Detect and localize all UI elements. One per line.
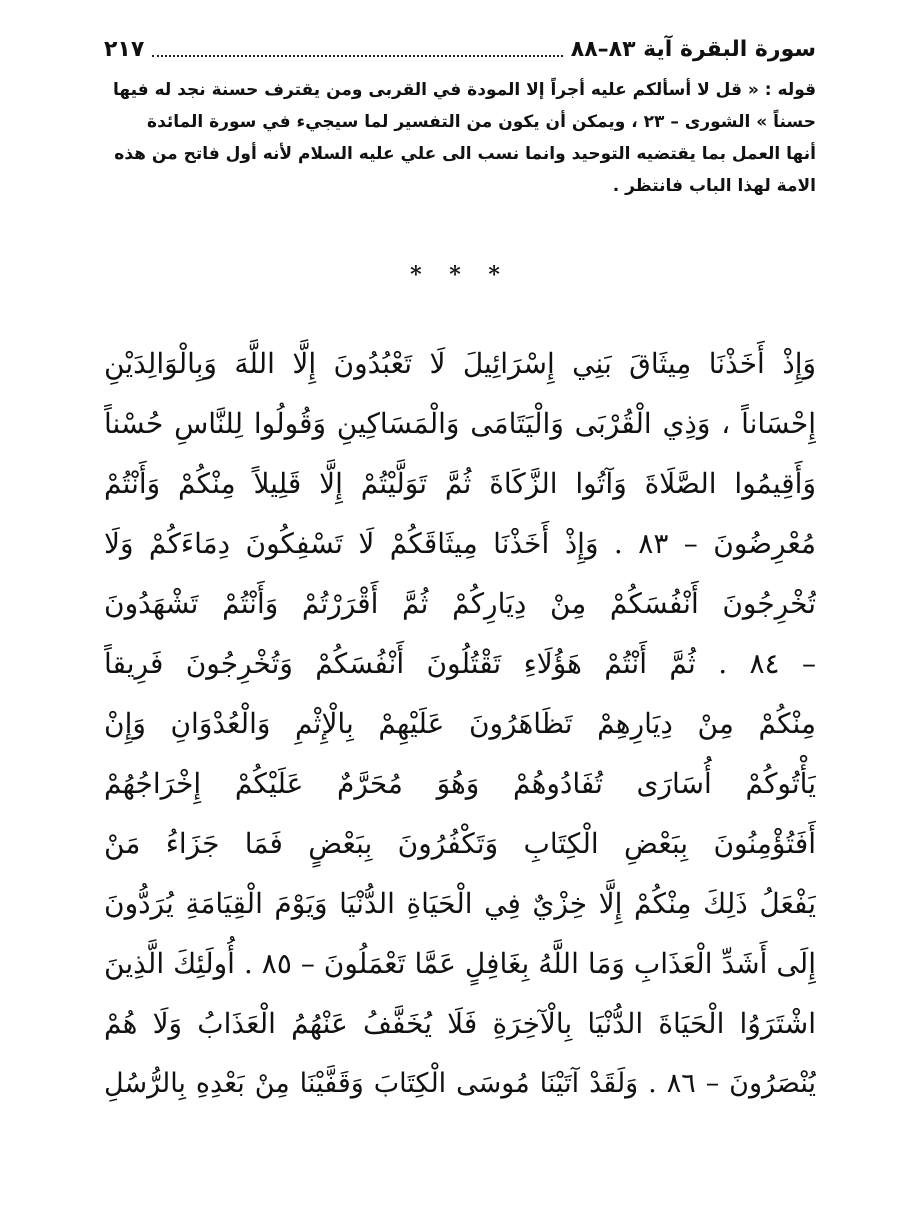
verse-line: يُنْصَرُونَ – ٨٦ . وَلَقَدْ آتَيْنَا مُوسَى الْكِتَابَ وَقَفَّيْنَا مِنْ بَعْدِهِ بِالرُّسُلِ: [104, 1068, 816, 1099]
commentary-block: [104, 74, 816, 202]
book-page: [104, 28, 816, 1178]
verse-line: إِحْسَاناً ، وَذِي الْقُرْبَى وَالْيَتَامَى وَالْمَسَاكِينِ وَقُولُوا لِلنَّاسِ حُسْناً: [104, 407, 816, 440]
commentary-line: الامة لهذا الباب فانتظر .: [612, 176, 816, 196]
page-number: ٢١٧: [104, 36, 145, 62]
commentary-line: قوله : « قل لا أسألكم عليه أجراً إلا المودة في القربى ومن يقترف حسنة نجد له فيها: [113, 80, 816, 100]
verse-line: مُعْرِضُونَ – ٨٣ . وَإِذْ أَخَذْنَا مِيثَاقَكُمْ لَا تَسْفِكُونَ دِمَاءَكُمْ وَلَا: [104, 527, 816, 560]
section-separator: * * *: [410, 262, 510, 288]
verse-line: يَفْعَلُ ذَلِكَ مِنْكُمْ إِلَّا خِزْيٌ فِي الْحَيَاةِ الدُّنْيَا وَيَوْمَ الْقِيَامَةِ يُرَدُّونَ: [104, 887, 816, 920]
verse-line: تُخْرِجُونَ أَنْفُسَكُمْ مِنْ دِيَارِكُمْ ثُمَّ أَقْرَرْتُمْ وَأَنْتُمْ تَشْهَدُونَ: [104, 587, 816, 620]
verse-line: إِلَى أَشَدِّ الْعَذَابِ وَمَا اللَّهُ بِغَافِلٍ عَمَّا تَعْمَلُونَ – ٨٥ . أُولَئِكَ الَّذِينَ: [104, 947, 816, 980]
verse-line: اشْتَرَوُا الْحَيَاةَ الدُّنْيَا بِالْآخِرَةِ فَلَا يُخَفَّفُ عَنْهُمُ الْعَذَابُ وَلَا هُمْ: [104, 1007, 816, 1040]
verse-line: – ٨٤ . ثُمَّ أَنْتُمْ هَؤُلَاءِ تَقْتُلُونَ أَنْفُسَكُمْ وَتُخْرِجُونَ فَرِيقاً: [104, 647, 816, 680]
page-header: [104, 28, 816, 70]
quran-verses-block: [104, 334, 816, 1114]
verse-line: وَإِذْ أَخَذْنَا مِيثَاقَ بَنِي إِسْرَائِيلَ لَا تَعْبُدُونَ إِلَّا اللَّهَ وَبِالْوَالِدَيْنِ: [104, 347, 816, 380]
header-dotted-leader: [152, 41, 562, 57]
verse-line: وَأَقِيمُوا الصَّلَاةَ وَآتُوا الزَّكَاةَ ثُمَّ تَوَلَّيْتُمْ إِلَّا قَلِيلاً مِنْكُمْ وَأَنْتُمْ: [104, 467, 816, 500]
verse-line: يَأْتُوكُمْ أُسَارَى تُفَادُوهُمْ وَهُوَ مُحَرَّمٌ عَلَيْكُمْ إِخْرَاجُهُمْ: [104, 767, 816, 800]
verse-line: أَفَتُؤْمِنُونَ بِبَعْضِ الْكِتَابِ وَتَكْفُرُونَ بِبَعْضٍ فَمَا جَزَاءُ مَنْ: [104, 827, 816, 860]
commentary-line: حسناً » الشورى – ٢٣ ، ويمكن أن يكون من التفسير لما سيجيء في سورة المائدة: [147, 112, 816, 132]
verse-line: مِنْكُمْ مِنْ دِيَارِهِمْ تَظَاهَرُونَ عَلَيْهِمْ بِالْإِثْمِ وَالْعُدْوَانِ وَإِنْ: [104, 707, 816, 740]
running-title: سورة البقرة آية ٨٣–٨٨: [570, 36, 816, 62]
commentary-line: أنها العمل بما يقتضيه التوحيد وانما نسب الى علي عليه السلام لأنه أول فاتح من هذه: [114, 144, 816, 164]
